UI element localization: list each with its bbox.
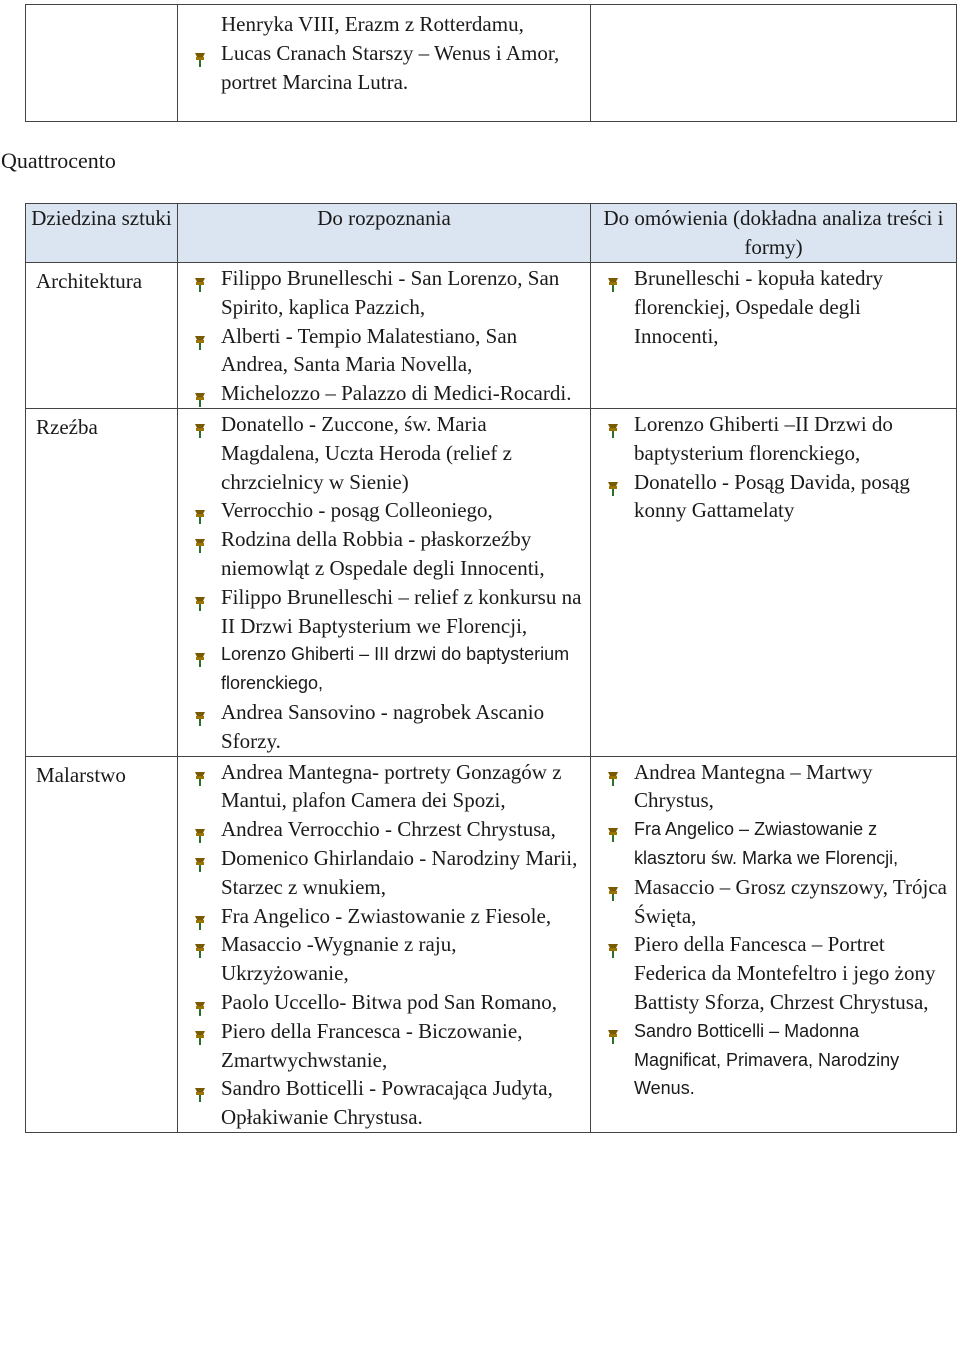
item-text: Domenico Ghirlandaio - Narodziny Marii, Starzec z wnukiem, — [221, 845, 578, 899]
recognize-list — [178, 757, 590, 1132]
item-text: Rodzina della Robbia - płaskorzeźby niemowląt z Ospedale degli Innocenti, — [221, 527, 545, 580]
discuss-list — [591, 263, 956, 350]
previous-table-fragment — [25, 4, 957, 122]
pushpin-bullet-icon — [607, 271, 619, 285]
header-domain: Dziedzina sztuki — [26, 204, 178, 263]
list-item — [591, 758, 950, 816]
recognize-cell — [178, 408, 591, 756]
list-item — [178, 815, 584, 844]
item-text: Andrea Mantegna- portrety Gonzagów z Mantui, plafon Camera dei Spozi, — [221, 759, 562, 813]
pushpin-bullet-icon — [607, 937, 619, 951]
item-text: Fra Angelico - Zwiastowanie z Fiesole, — [221, 903, 552, 928]
section-title: Quattrocento — [1, 148, 116, 173]
pushpin-bullet-icon — [194, 1024, 206, 1038]
pushpin-bullet-icon — [607, 475, 619, 489]
pushpin-bullet-icon — [194, 329, 206, 343]
item-text: Piero della Francesca - Biczowanie, Zmartwychwstanie, — [221, 1018, 523, 1072]
list-item — [591, 815, 950, 873]
item-text: Donatello - Posąg Davida, posąg konny Gattamelaty — [634, 469, 910, 523]
list-item — [178, 496, 584, 525]
discuss-cell — [591, 408, 957, 756]
pushpin-bullet-icon — [194, 532, 206, 546]
item-text: Filippo Brunelleschi - San Lorenzo, San Spirito, kaplica Pazzich, — [221, 266, 560, 319]
list-item — [591, 264, 950, 350]
discuss-list — [591, 757, 956, 1104]
header-recognize: Do rozpoznania — [178, 204, 591, 263]
item-text: Sandro Botticelli – Madonna Magnificat, Primavera, Narodziny Wenus. — [634, 1020, 900, 1099]
pushpin-bullet-icon — [194, 647, 206, 661]
list-item — [178, 264, 584, 322]
list-item — [178, 410, 584, 496]
item-text: Masaccio – Grosz czynszowy, Trójca Święta, — [634, 874, 947, 928]
recognize-cell — [178, 756, 591, 1132]
item-text: Michelozzo – Palazzo di Medici-Rocardi. — [221, 381, 572, 406]
item-text: Alberti - Tempio Malatestiano, San Andrea, Santa Maria Novella, — [221, 323, 518, 377]
recognize-list — [178, 263, 590, 408]
list-item — [178, 902, 584, 931]
item-text: Masaccio -Wygnanie z raju, Ukrzyżowanie, — [221, 932, 457, 986]
pushpin-bullet-icon — [607, 880, 619, 894]
list-item — [178, 640, 584, 698]
pushpin-bullet-icon — [194, 271, 206, 285]
table-row — [26, 263, 957, 409]
discuss-list — [591, 409, 956, 525]
list-item — [178, 1017, 584, 1075]
pushpin-bullet-icon — [194, 1081, 206, 1095]
list-item — [178, 698, 584, 756]
item-text: Paolo Uccello- Bitwa pod San Romano, — [221, 989, 557, 1014]
pushpin-bullet-icon — [194, 386, 206, 400]
pushpin-bullet-icon — [194, 417, 206, 431]
list-item — [178, 988, 584, 1017]
category-cell: Malarstwo — [26, 756, 178, 1132]
list-item — [178, 39, 584, 97]
pushpin-bullet-icon — [194, 851, 206, 865]
pushpin-bullet-icon — [194, 909, 206, 923]
pushpin-bullet-icon — [194, 705, 206, 719]
item-text: Filippo Brunelleschi – relief z konkursu na II Drzwi Baptysterium we Florencji, — [221, 584, 582, 638]
item-text: Piero della Fancesca – Portret Federica da Montefeltro i jego żony Battisty Sforza, Chrzest Chrystusa, — [634, 932, 936, 1014]
table-header-row — [26, 204, 957, 263]
discuss-cell — [591, 756, 957, 1132]
pushpin-bullet-icon — [607, 822, 619, 836]
item-text: Sandro Botticelli - Powracająca Judyta, Opłakiwanie Chrystusa. — [221, 1076, 553, 1130]
pushpin-bullet-icon — [194, 937, 206, 951]
table-row — [26, 408, 957, 756]
recognize-cell — [178, 263, 591, 409]
pushpin-bullet-icon — [194, 765, 206, 779]
pushpin-bullet-icon — [194, 590, 206, 604]
table-row — [26, 756, 957, 1132]
item-text: Lucas Cranach Starszy – Wenus i Amor, portret Marcina Lutra. — [221, 40, 560, 94]
list-item — [178, 10, 584, 39]
item-text: Verrocchio - posąg Colleoniego, — [221, 498, 493, 523]
item-text: Andrea Mantegna – Martwy Chrystus, — [634, 759, 873, 813]
pushpin-bullet-icon — [607, 765, 619, 779]
list-item — [178, 1074, 584, 1132]
recognize-cell — [178, 5, 591, 122]
list-item — [178, 322, 584, 380]
list-item — [178, 758, 584, 816]
category-cell: Architektura — [26, 263, 178, 409]
pushpin-bullet-icon — [194, 995, 206, 1009]
discuss-cell — [591, 263, 957, 409]
list-item — [178, 379, 584, 408]
list-item — [591, 410, 950, 468]
item-text: Andrea Sansovino - nagrobek Ascanio Sforzy. — [221, 699, 545, 753]
list-item — [591, 1017, 950, 1103]
pushpin-bullet-icon — [194, 46, 206, 60]
empty-cell — [591, 5, 957, 122]
recognize-list — [178, 409, 590, 756]
item-text: Brunelleschi - kopuła katedry florenckiej, Ospedale degli Innocenti, — [634, 266, 884, 348]
item-text: Henryka VIII, Erazm z Rotterdamu, — [221, 12, 524, 36]
pushpin-bullet-icon — [194, 822, 206, 836]
list-item — [591, 930, 950, 1016]
quattrocento-table — [25, 203, 957, 1133]
pushpin-bullet-icon — [607, 1024, 619, 1038]
pushpin-bullet-icon — [194, 503, 206, 517]
list-item — [591, 468, 950, 526]
category-cell: Rzeźba — [26, 408, 178, 756]
item-text: Lorenzo Ghiberti – III drzwi do baptysterium florenckiego, — [221, 644, 570, 694]
list-item — [178, 583, 584, 641]
item-text: Andrea Verrocchio - Chrzest Chrystusa, — [221, 817, 556, 842]
header-discuss: Do omówienia (dokładna analiza treści i formy) — [591, 204, 957, 263]
item-text: Donatello - Zuccone, św. Maria Magdalena, Uczta Heroda (relief z chrzcielnicy w Sienie) — [221, 411, 512, 494]
item-text: Fra Angelico – Zwiastowanie z klasztoru św. Marka we Florencji, — [634, 819, 899, 868]
list-item — [178, 930, 584, 988]
item-text: Lorenzo Ghiberti –II Drzwi do baptysterium florenckiego, — [634, 411, 893, 465]
empty-cell — [26, 5, 178, 122]
list-item — [591, 873, 950, 931]
list-item — [178, 525, 584, 583]
list-item — [178, 844, 584, 902]
pushpin-bullet-icon — [607, 417, 619, 431]
